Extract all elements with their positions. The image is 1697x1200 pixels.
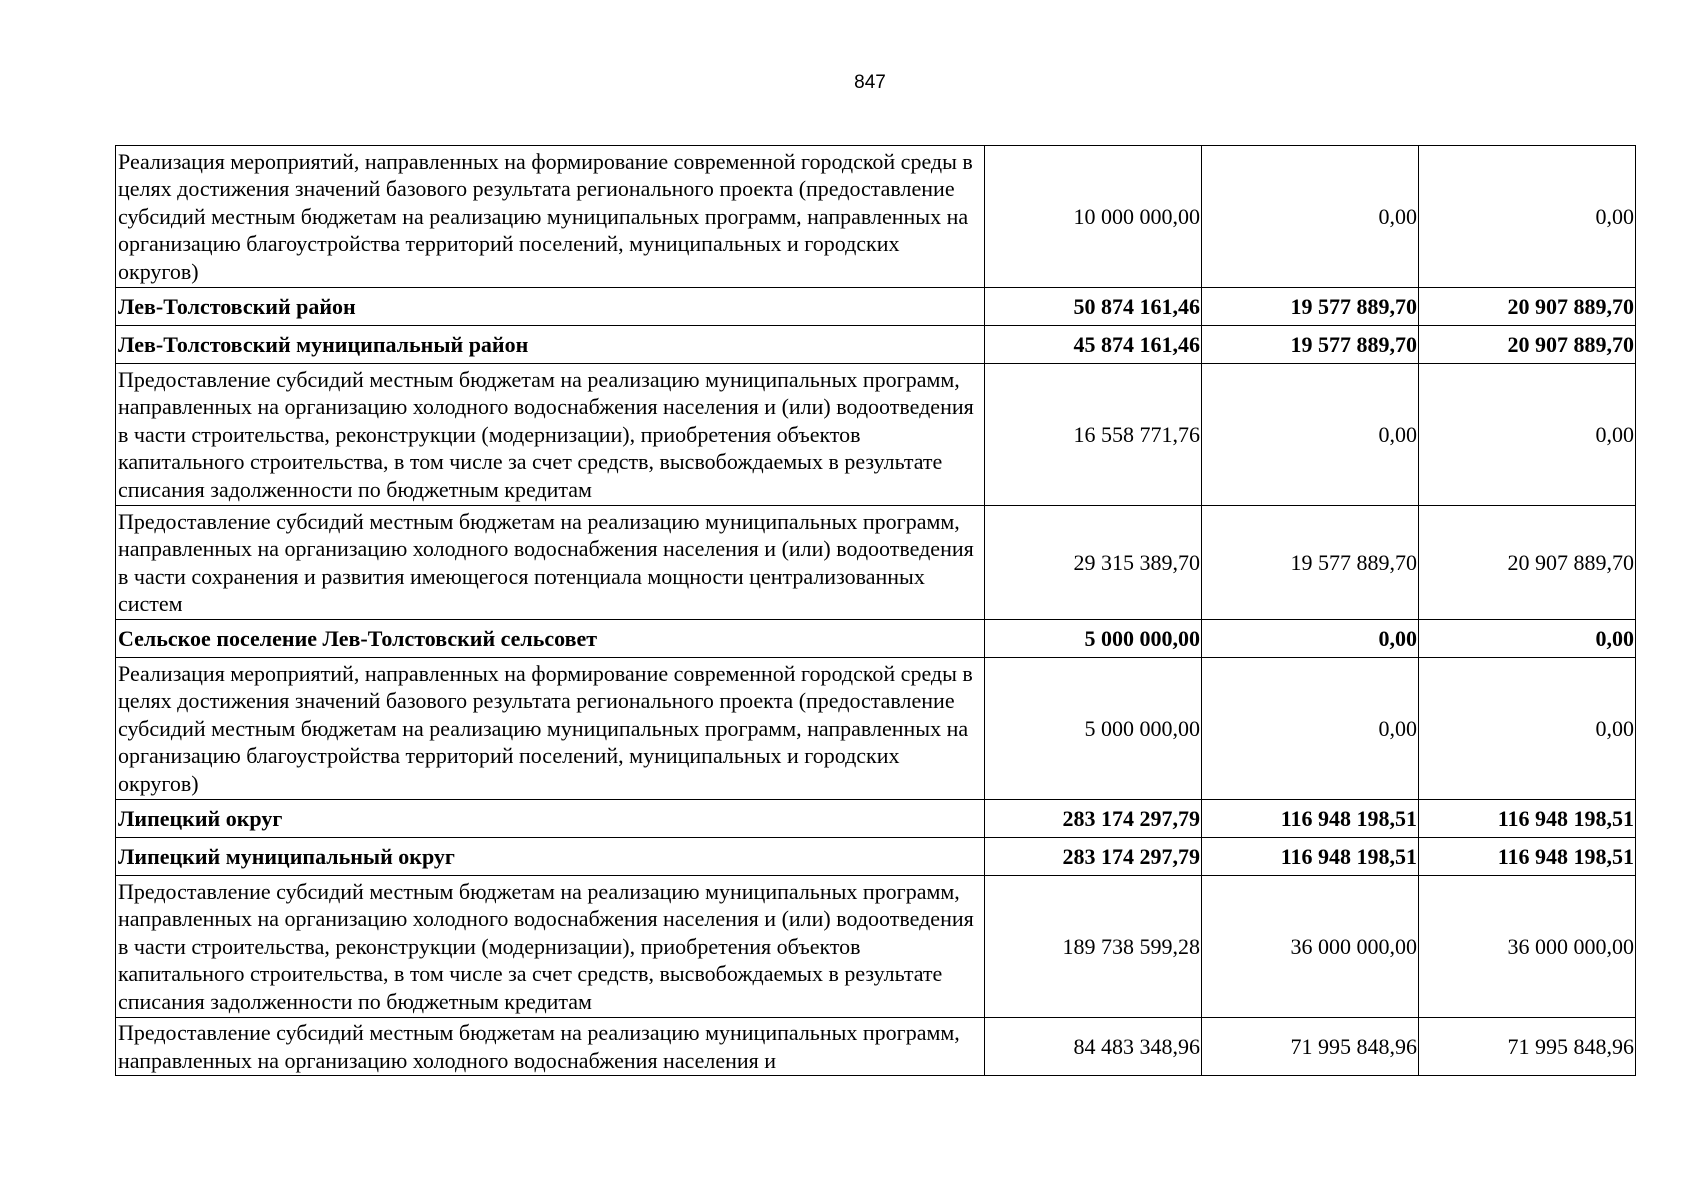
- row-value-2: 116 948 198,51: [1202, 800, 1419, 838]
- row-value-3: 0,00: [1419, 658, 1636, 800]
- row-value-3: 116 948 198,51: [1419, 800, 1636, 838]
- row-value-3: 116 948 198,51: [1419, 838, 1636, 876]
- row-value-1: 5 000 000,00: [985, 658, 1202, 800]
- row-value-3: 20 907 889,70: [1419, 326, 1636, 364]
- table-row: [116, 658, 1636, 800]
- row-value-1: 283 174 297,79: [985, 838, 1202, 876]
- row-value-3: 36 000 000,00: [1419, 876, 1636, 1018]
- row-name: Лев-Толстовский муниципальный район: [116, 326, 985, 364]
- row-value-2: 0,00: [1202, 658, 1419, 800]
- row-name: Предоставление субсидий местным бюджетам на реализацию муниципальных программ, направленных на организацию холодного водоснабжения населения и (или) водоотведения в части строительства, реконструкции (модернизации), приобретения объектов капитального строительства, в том числе за счет средств, высвобождаемых в результате списания задолженности по бюджетным кредитам: [116, 364, 985, 506]
- row-value-1: 84 483 348,96: [985, 1018, 1202, 1076]
- row-name: Липецкий округ: [116, 800, 985, 838]
- row-value-1: 10 000 000,00: [985, 146, 1202, 288]
- row-value-3: 0,00: [1419, 620, 1636, 658]
- table-row: [116, 506, 1636, 620]
- page-number: 847: [854, 72, 886, 93]
- row-value-1: 29 315 389,70: [985, 506, 1202, 620]
- row-name: Реализация мероприятий, направленных на формирование современной городской среды в целях достижения значений базового результата регионального проекта (предоставление субсидий местным бюджетам на реализацию муниципальных программ, направленных на организацию благоустройства территорий поселений, муниципальных и городских округов): [116, 658, 985, 800]
- row-value-2: 36 000 000,00: [1202, 876, 1419, 1018]
- row-value-1: 283 174 297,79: [985, 800, 1202, 838]
- table-row-total: [116, 326, 1636, 364]
- table-row-total: [116, 838, 1636, 876]
- row-name: Лев-Толстовский район: [116, 288, 985, 326]
- table-row-total: [116, 800, 1636, 838]
- row-value-2: 19 577 889,70: [1202, 326, 1419, 364]
- table-row-total: [116, 288, 1636, 326]
- table-row: [116, 876, 1636, 1018]
- row-name: Предоставление субсидий местным бюджетам на реализацию муниципальных программ, направленных на организацию холодного водоснабжения населения и: [116, 1018, 985, 1076]
- row-value-3: 71 995 848,96: [1419, 1018, 1636, 1076]
- table-row: [116, 364, 1636, 506]
- row-value-2: 0,00: [1202, 364, 1419, 506]
- row-value-1: 5 000 000,00: [985, 620, 1202, 658]
- row-value-1: 50 874 161,46: [985, 288, 1202, 326]
- table-row: [116, 1018, 1636, 1076]
- table-row-total: [116, 620, 1636, 658]
- row-value-2: 0,00: [1202, 146, 1419, 288]
- row-value-2: 19 577 889,70: [1202, 506, 1419, 620]
- budget-table: [115, 145, 1636, 1076]
- row-value-1: 16 558 771,76: [985, 364, 1202, 506]
- row-value-2: 116 948 198,51: [1202, 838, 1419, 876]
- row-name: Предоставление субсидий местным бюджетам на реализацию муниципальных программ, направленных на организацию холодного водоснабжения населения и (или) водоотведения в части строительства, реконструкции (модернизации), приобретения объектов капитального строительства, в том числе за счет средств, высвобождаемых в результате списания задолженности по бюджетным кредитам: [116, 876, 985, 1018]
- row-value-3: 20 907 889,70: [1419, 288, 1636, 326]
- row-value-1: 45 874 161,46: [985, 326, 1202, 364]
- row-name: Сельское поселение Лев-Толстовский сельсовет: [116, 620, 985, 658]
- row-value-2: 71 995 848,96: [1202, 1018, 1419, 1076]
- row-name: Реализация мероприятий, направленных на формирование современной городской среды в целях достижения значений базового результата регионального проекта (предоставление субсидий местным бюджетам на реализацию муниципальных программ, направленных на организацию благоустройства территорий поселений, муниципальных и городских округов): [116, 146, 985, 288]
- row-value-1: 189 738 599,28: [985, 876, 1202, 1018]
- row-value-3: 0,00: [1419, 364, 1636, 506]
- row-value-2: 19 577 889,70: [1202, 288, 1419, 326]
- table-row: [116, 146, 1636, 288]
- row-name: Предоставление субсидий местным бюджетам на реализацию муниципальных программ, направленных на организацию холодного водоснабжения населения и (или) водоотведения в части сохранения и развития имеющегося потенциала мощности централизованных систем: [116, 506, 985, 620]
- row-value-2: 0,00: [1202, 620, 1419, 658]
- row-name: Липецкий муниципальный округ: [116, 838, 985, 876]
- row-value-3: 0,00: [1419, 146, 1636, 288]
- row-value-3: 20 907 889,70: [1419, 506, 1636, 620]
